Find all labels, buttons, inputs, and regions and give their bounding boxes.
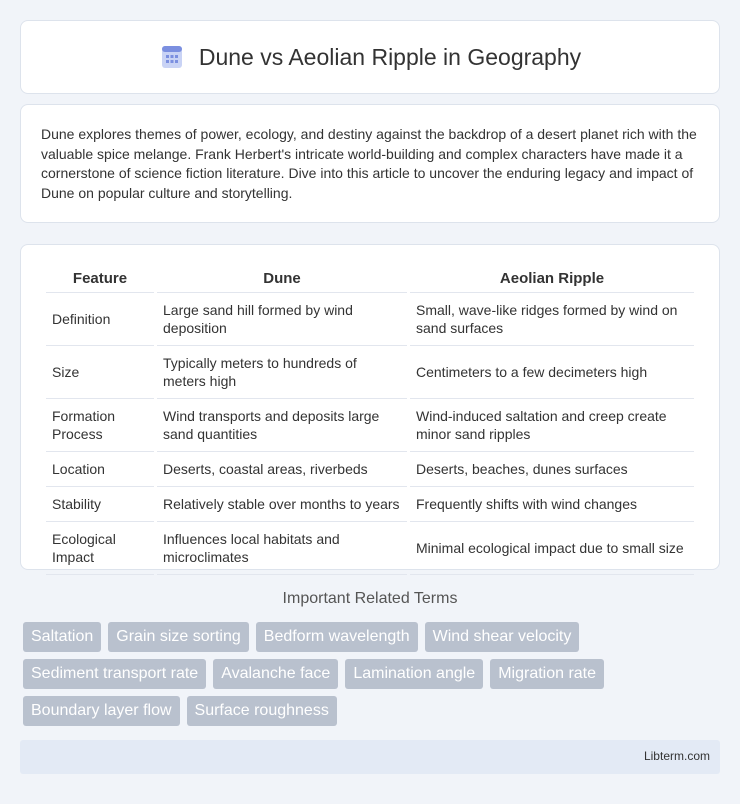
cell-ripple: Frequently shifts with wind changes	[410, 487, 694, 522]
page-title: Dune vs Aeolian Ripple in Geography	[198, 43, 582, 70]
cell-dune: Wind transports and deposits large sand quantities	[157, 399, 407, 452]
footer	[20, 740, 720, 774]
cell-ripple: Centimeters to a few decimeters high	[410, 346, 694, 399]
cell-ripple: Deserts, beaches, dunes surfaces	[410, 452, 694, 487]
table-row	[46, 522, 694, 575]
tag-lamination-angle[interactable]: Lamination angle	[345, 659, 483, 689]
tag-sediment-transport-rate[interactable]: Sediment transport rate	[23, 659, 206, 689]
tag-avalanche-face[interactable]: Avalanche face	[213, 659, 338, 689]
document-icon	[159, 44, 185, 70]
table-row	[46, 452, 694, 487]
tag-bedform-wavelength[interactable]: Bedform wavelength	[256, 622, 418, 652]
cell-dune: Relatively stable over months to years	[157, 487, 407, 522]
header-feature: Feature	[46, 265, 154, 293]
table-header-row	[46, 265, 694, 293]
cell-feature: Formation Process	[46, 399, 154, 452]
table-row	[46, 293, 694, 346]
tag-boundary-layer-flow[interactable]: Boundary layer flow	[23, 696, 180, 726]
header-dune: Dune	[157, 265, 407, 293]
cell-ripple: Wind-induced saltation and creep create minor sand ripples	[410, 399, 694, 452]
footer-link[interactable]: Libterm.com	[643, 749, 710, 763]
tag-surface-roughness[interactable]: Surface roughness	[187, 696, 337, 726]
table-row	[46, 346, 694, 399]
header-card	[20, 20, 720, 94]
cell-feature: Location	[46, 452, 154, 487]
cell-feature: Stability	[46, 487, 154, 522]
tag-grain-size-sorting[interactable]: Grain size sorting	[108, 622, 249, 652]
related-terms-title: Important Related Terms	[282, 590, 458, 607]
intro-text: Dune explores themes of power, ecology, and destiny against the backdrop of a desert planet rich with the valuable spice melange. Frank Herbert's intricate world-building and complex characters have made it a cornerstone of science fiction literature. Dive into this article to uncover the enduring legacy and impact of Dune on popular culture and storytelling.	[41, 126, 697, 201]
cell-dune: Influences local habitats and microclimates	[157, 522, 407, 575]
comparison-table-card	[20, 244, 720, 570]
header-aeolian-ripple: Aeolian Ripple	[410, 265, 694, 293]
cell-feature: Size	[46, 346, 154, 399]
intro-card	[20, 104, 720, 223]
table-row	[46, 399, 694, 452]
title-wrap	[159, 44, 581, 71]
related-terms-tags	[23, 622, 723, 726]
comparison-table	[43, 265, 697, 575]
tag-migration-rate[interactable]: Migration rate	[490, 659, 604, 689]
cell-ripple: Minimal ecological impact due to small size	[410, 522, 694, 575]
tag-saltation[interactable]: Saltation	[23, 622, 101, 652]
cell-dune: Deserts, coastal areas, riverbeds	[157, 452, 407, 487]
cell-ripple: Small, wave-like ridges formed by wind on sand surfaces	[410, 293, 694, 346]
table-row	[46, 487, 694, 522]
cell-feature: Ecological Impact	[46, 522, 154, 575]
cell-dune: Typically meters to hundreds of meters high	[157, 346, 407, 399]
tag-wind-shear-velocity[interactable]: Wind shear velocity	[425, 622, 580, 652]
cell-dune: Large sand hill formed by wind deposition	[157, 293, 407, 346]
cell-feature: Definition	[46, 293, 154, 346]
